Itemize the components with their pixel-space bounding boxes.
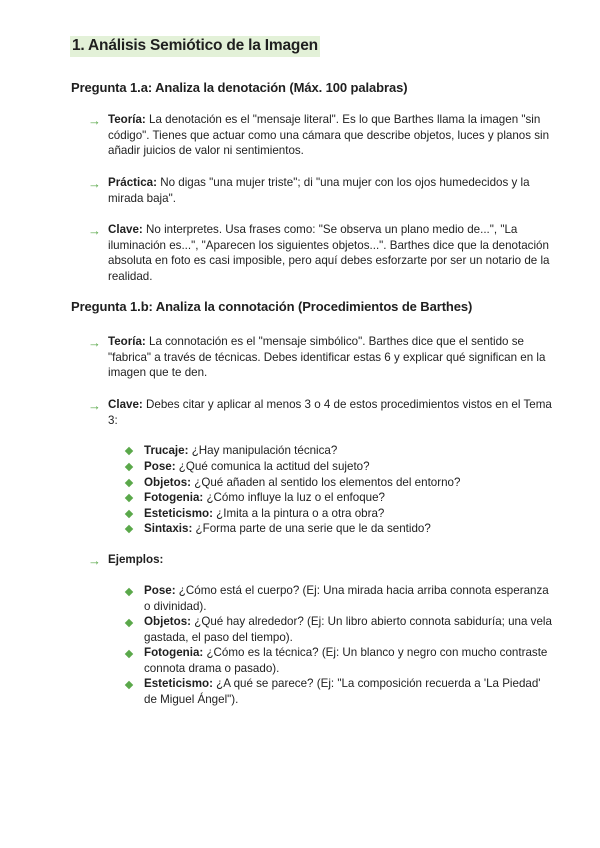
item-label: Esteticismo:: [144, 677, 213, 690]
item-label: Trucaje:: [144, 444, 189, 457]
item-text: Debes citar y aplicar al menos 3 o 4 de estos procedimientos vistos en el Tema 3:: [108, 398, 552, 427]
bullet-icon: [125, 525, 133, 533]
bullet-icon: [125, 463, 133, 471]
arrow-icon: →: [88, 398, 101, 413]
examples-label: Ejemplos:: [108, 553, 164, 566]
list-item-teoria-1a: [108, 112, 556, 159]
item-label: Esteticismo:: [144, 507, 213, 520]
list-item-practica: [108, 175, 556, 206]
section-heading-1a: Pregunta 1.a: Analiza la denotación (Máx. 100 palabras): [71, 80, 408, 95]
item-label: Pose:: [144, 460, 176, 473]
item-text: ¿Hay manipulación técnica?: [188, 444, 338, 457]
arrow-icon: →: [88, 113, 101, 128]
item-text: ¿Qué comunica la actitud del sujeto?: [175, 460, 370, 473]
item-label: Clave:: [108, 223, 143, 236]
item-text: No digas "una mujer triste"; di "una mujer con los ojos humedecidos y la mirada baja".: [108, 176, 530, 205]
item-label: Clave:: [108, 398, 143, 411]
item-text: ¿A qué se parece? (Ej: "La composición recuerda a 'La Piedad' de Miguel Ángel").: [144, 677, 541, 706]
procedure-item: [144, 475, 554, 491]
item-label: Sintaxis:: [144, 522, 193, 535]
bullet-icon: [125, 510, 133, 518]
list-item-teoria-1b: [108, 334, 556, 381]
example-item: [144, 614, 554, 645]
item-label: Objetos:: [144, 615, 192, 628]
item-label: Teoría:: [108, 335, 146, 348]
item-text: ¿Cómo es la técnica? (Ej: Un blanco y negro con mucho contraste connota drama o pasado).: [144, 646, 548, 675]
item-label: Fotogenia:: [144, 491, 204, 504]
item-text: ¿Qué hay alrededor? (Ej: Un libro abierto connota sabiduría; una vela gastada, el paso del tiempo).: [144, 615, 552, 644]
bullet-icon: [125, 588, 133, 596]
item-text: La denotación es el "mensaje literal". Es lo que Barthes llama la imagen "sin código". Tienes que actuar como una cámara que describe objetos, luces y planos sin añadir juicios de valor ni sentimientos.: [108, 113, 550, 158]
example-item: [144, 645, 554, 676]
procedure-item: [144, 490, 554, 506]
item-label: Práctica:: [108, 176, 157, 189]
section-heading-1b: Pregunta 1.b: Analiza la connotación (Procedimientos de Barthes): [71, 299, 473, 314]
procedure-item: [144, 506, 554, 522]
item-text: No interpretes. Usa frases como: "Se observa un plano medio de...", "La iluminación es...", "Aparecen los siguientes objetos...". Barthes dice que la denotación absoluta en foto es casi imposible, pero aquí debes esforzarte por ser un notario de la realidad.: [108, 223, 550, 283]
bullet-icon: [125, 681, 133, 689]
item-text: ¿Imita a la pintura o a otra obra?: [212, 507, 385, 520]
item-text: ¿Qué añaden al sentido los elementos del entorno?: [191, 476, 461, 489]
arrow-icon: →: [88, 335, 101, 350]
page-title: 1. Análisis Semiótico de la Imagen: [70, 36, 320, 57]
procedure-item: [144, 443, 554, 459]
examples-heading: [108, 552, 556, 568]
list-item-clave-1a: [108, 222, 556, 284]
arrow-icon: →: [88, 176, 101, 191]
item-label: Pose:: [144, 584, 176, 597]
bullet-icon: [125, 619, 133, 627]
arrow-icon: →: [88, 223, 101, 238]
arrow-icon: →: [88, 553, 101, 568]
item-text: ¿Cómo está el cuerpo? (Ej: Una mirada hacia arriba connota esperanza o divinidad).: [144, 584, 549, 613]
item-text: ¿Forma parte de una serie que le da sentido?: [192, 522, 431, 535]
bullet-icon: [125, 447, 133, 455]
bullet-icon: [125, 494, 133, 502]
procedure-item: [144, 459, 554, 475]
item-text: ¿Cómo influye la luz o el enfoque?: [203, 491, 385, 504]
bullet-icon: [125, 479, 133, 487]
list-item-clave-1b: [108, 397, 556, 428]
bullet-icon: [125, 650, 133, 658]
item-label: Objetos:: [144, 476, 192, 489]
item-label: Fotogenia:: [144, 646, 204, 659]
example-item: [144, 583, 554, 614]
procedure-item: [144, 521, 554, 537]
item-text: La connotación es el "mensaje simbólico". Barthes dice que el sentido se "fabrica" a través de técnicas. Debes identificar estas 6 y explicar qué significan en la imagen que te den.: [108, 335, 546, 380]
item-label: Teoría:: [108, 113, 146, 126]
example-item: [144, 676, 554, 707]
